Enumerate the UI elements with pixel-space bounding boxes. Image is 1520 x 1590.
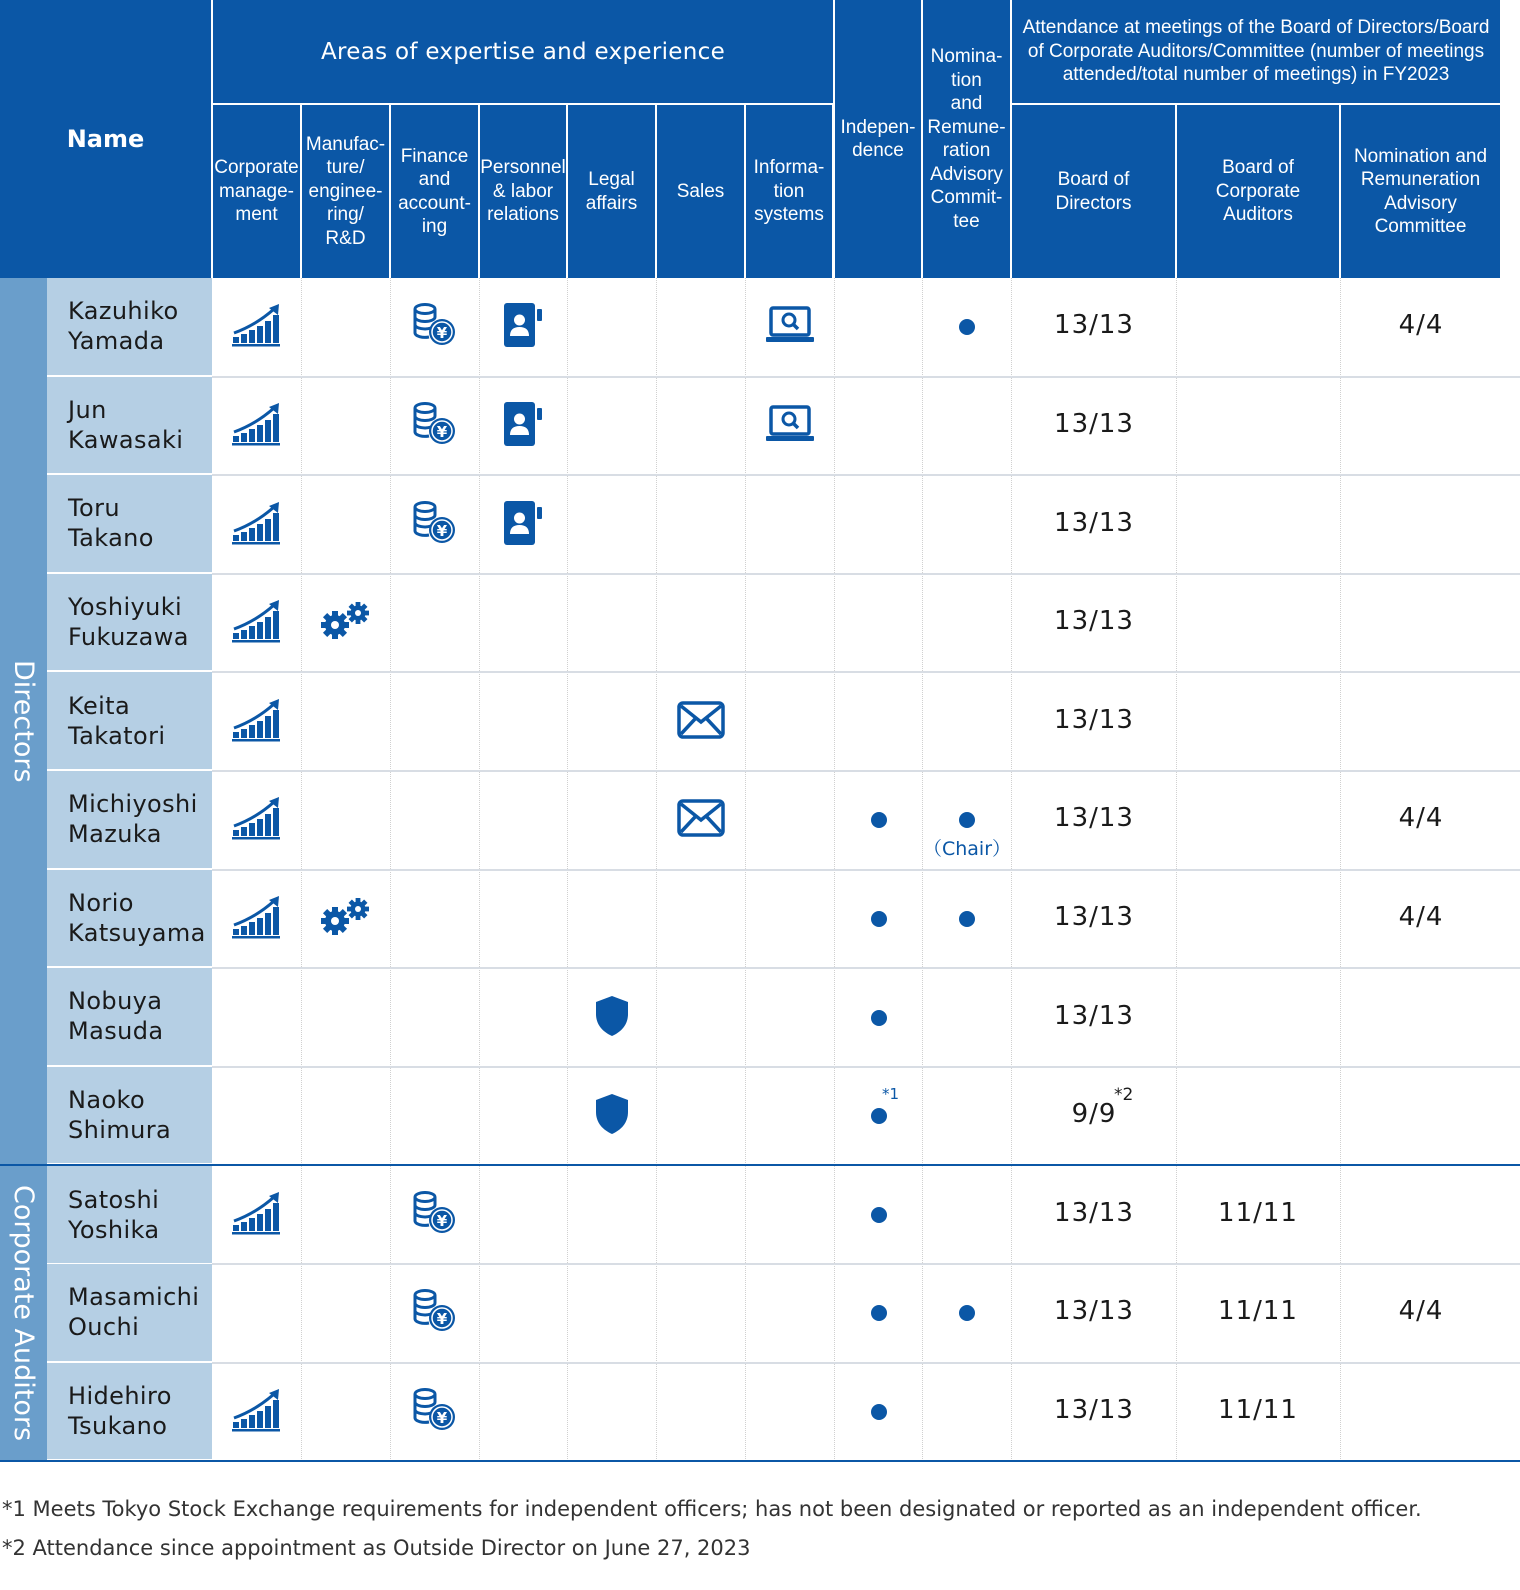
row-divider <box>212 1362 1520 1364</box>
member-name-cell <box>47 968 212 1065</box>
yen-coins-icon <box>405 300 465 350</box>
attendance-bca: 11/11 <box>1218 1197 1298 1228</box>
independence-dot <box>871 1108 887 1124</box>
header-area-1: Manufac- ture/ enginee- ring/ R&D <box>302 105 389 278</box>
svg-text:¥: ¥ <box>436 1211 448 1230</box>
gears-icon <box>316 892 376 942</box>
attendance-nrc: 4/4 <box>1398 310 1444 341</box>
id-card-icon <box>493 300 553 350</box>
rising-bar-chart-icon <box>227 892 287 942</box>
attendance-bod: 13/13 <box>1054 310 1134 341</box>
committee-member-dot <box>959 319 975 335</box>
independence-dot <box>871 1010 887 1026</box>
member-name: Nobuya Masuda <box>68 987 164 1046</box>
header-area-0: Corporate manage- ment <box>213 105 300 278</box>
yen-coins-icon <box>405 1188 465 1238</box>
member-name: Yoshiyuki Fukuzawa <box>68 593 189 652</box>
committee-member-dot <box>959 812 975 828</box>
independence-footnote-mark: *1 <box>882 1085 900 1104</box>
header-area-3: Personnel & labor relations <box>480 105 566 278</box>
rising-bar-chart-icon <box>227 1385 287 1435</box>
member-name: Masamichi Ouchi <box>68 1283 200 1342</box>
member-name-cell <box>47 1166 212 1263</box>
header-attendance: Attendance at meetings of the Board of Directors/Board of Corporate Auditors/Committee (number of meetings attended/total number of meetings) in FY2023 <box>1012 0 1500 103</box>
footnote-1: *1 Meets Tokyo Stock Exchange requirements for independent officers; has not been designated or reported as an independent officer. <box>2 1497 1422 1521</box>
header-attendance-1: Board of Corporate Auditors <box>1177 105 1339 278</box>
attendance-bod: 13/13 <box>1054 606 1134 637</box>
row-divider <box>212 671 1520 673</box>
committee-member-dot <box>959 911 975 927</box>
bottom-border <box>0 1460 1520 1462</box>
attendance-bca: 11/11 <box>1218 1394 1298 1425</box>
svg-text:¥: ¥ <box>436 1408 448 1427</box>
attendance-bod: 13/13 <box>1054 1000 1134 1031</box>
attendance-bod: 13/13 <box>1054 901 1134 932</box>
member-name: Satoshi Yoshika <box>68 1185 160 1244</box>
rising-bar-chart-icon <box>227 498 287 548</box>
laptop-search-icon <box>760 399 820 449</box>
header-area-2: Finance and account- ing <box>391 105 478 278</box>
rising-bar-chart-icon <box>227 793 287 843</box>
id-card-icon <box>493 498 553 548</box>
group-divider <box>0 1164 1520 1166</box>
svg-text:¥: ¥ <box>436 521 448 540</box>
member-name: Naoko Shimura <box>68 1086 172 1145</box>
yen-coins-icon <box>405 1385 465 1435</box>
committee-member-dot <box>959 1305 975 1321</box>
shield-icon <box>582 991 642 1041</box>
member-name: Norio Katsuyama <box>68 888 206 947</box>
attendance-nrc: 4/4 <box>1398 1296 1444 1327</box>
yen-coins-icon <box>405 399 465 449</box>
attendance-footnote-mark: *2 <box>1114 1085 1134 1106</box>
attendance-bod: 13/13 <box>1054 1296 1134 1327</box>
member-name: Kazuhiko Yamada <box>68 297 179 356</box>
member-name-cell <box>47 870 212 967</box>
member-name-cell <box>47 574 212 671</box>
attendance-bod: 13/13 <box>1054 1394 1134 1425</box>
member-name: Michiyoshi Mazuka <box>68 790 198 849</box>
member-name: Jun Kawasaki <box>68 395 184 454</box>
attendance-bod: 13/13 <box>1054 803 1134 834</box>
header-area-4: Legal affairs <box>568 105 655 278</box>
row-divider <box>212 1066 1520 1068</box>
header-area-5: Sales <box>657 105 744 278</box>
member-name-cell <box>47 771 212 868</box>
independence-dot <box>871 1404 887 1420</box>
member-name-cell <box>47 1067 212 1164</box>
header-areas-of-expertise: Areas of expertise and experience <box>213 0 833 103</box>
row-divider <box>212 1263 1520 1265</box>
group-band-1: Corporate Auditors <box>0 1165 47 1461</box>
rising-bar-chart-icon <box>227 399 287 449</box>
chair-label: （Chair） <box>922 838 1012 861</box>
rising-bar-chart-icon <box>227 596 287 646</box>
independence-dot <box>871 1207 887 1223</box>
envelope-icon <box>671 793 731 843</box>
attendance-bod: 9/9 <box>1071 1099 1117 1130</box>
attendance-bod: 13/13 <box>1054 408 1134 439</box>
header-independence: Indepen- dence <box>835 0 921 278</box>
attendance-bca: 11/11 <box>1218 1296 1298 1327</box>
header-area-6: Informa- tion systems <box>746 105 832 278</box>
independence-dot <box>871 1305 887 1321</box>
header-attendance-2: Nomination and Remuneration Advisory Committee <box>1341 105 1500 278</box>
row-divider <box>212 869 1520 871</box>
footnote-2: *2 Attendance since appointment as Outside Director on June 27, 2023 <box>2 1536 751 1560</box>
member-name-cell <box>47 278 212 375</box>
member-name: Keita Takatori <box>68 691 166 750</box>
independence-dot <box>871 911 887 927</box>
gears-icon <box>316 596 376 646</box>
row-divider <box>212 376 1520 378</box>
member-name-cell <box>47 377 212 474</box>
shield-icon <box>582 1089 642 1139</box>
yen-coins-icon <box>405 1286 465 1336</box>
member-name-cell <box>47 475 212 572</box>
member-name-cell <box>47 1363 212 1460</box>
attendance-bod: 13/13 <box>1054 1197 1134 1228</box>
rising-bar-chart-icon <box>227 1188 287 1238</box>
attendance-bod: 13/13 <box>1054 507 1134 538</box>
id-card-icon <box>493 399 553 449</box>
member-name: Toru Takano <box>68 494 154 553</box>
svg-text:¥: ¥ <box>436 324 448 343</box>
attendance-nrc: 4/4 <box>1398 803 1444 834</box>
svg-text:¥: ¥ <box>436 1310 448 1329</box>
member-name-cell <box>47 1264 212 1361</box>
attendance-bod: 13/13 <box>1054 704 1134 735</box>
laptop-search-icon <box>760 300 820 350</box>
header-nomination-committee: Nomina- tion and Remune- ration Advisory Commit- tee <box>923 0 1010 278</box>
member-name: Hidehiro Tsukano <box>68 1381 172 1440</box>
envelope-icon <box>671 695 731 745</box>
svg-text:¥: ¥ <box>436 422 448 441</box>
group-band-0: Directors <box>0 278 47 1165</box>
attendance-nrc: 4/4 <box>1398 901 1444 932</box>
row-divider <box>212 770 1520 772</box>
rising-bar-chart-icon <box>227 300 287 350</box>
member-name-cell <box>47 672 212 769</box>
row-divider <box>212 474 1520 476</box>
rising-bar-chart-icon <box>227 695 287 745</box>
row-divider <box>212 967 1520 969</box>
header-name: Name <box>0 0 211 278</box>
independence-dot <box>871 812 887 828</box>
yen-coins-icon <box>405 498 465 548</box>
header-attendance-0: Board of Directors <box>1012 105 1175 278</box>
row-divider <box>212 573 1520 575</box>
